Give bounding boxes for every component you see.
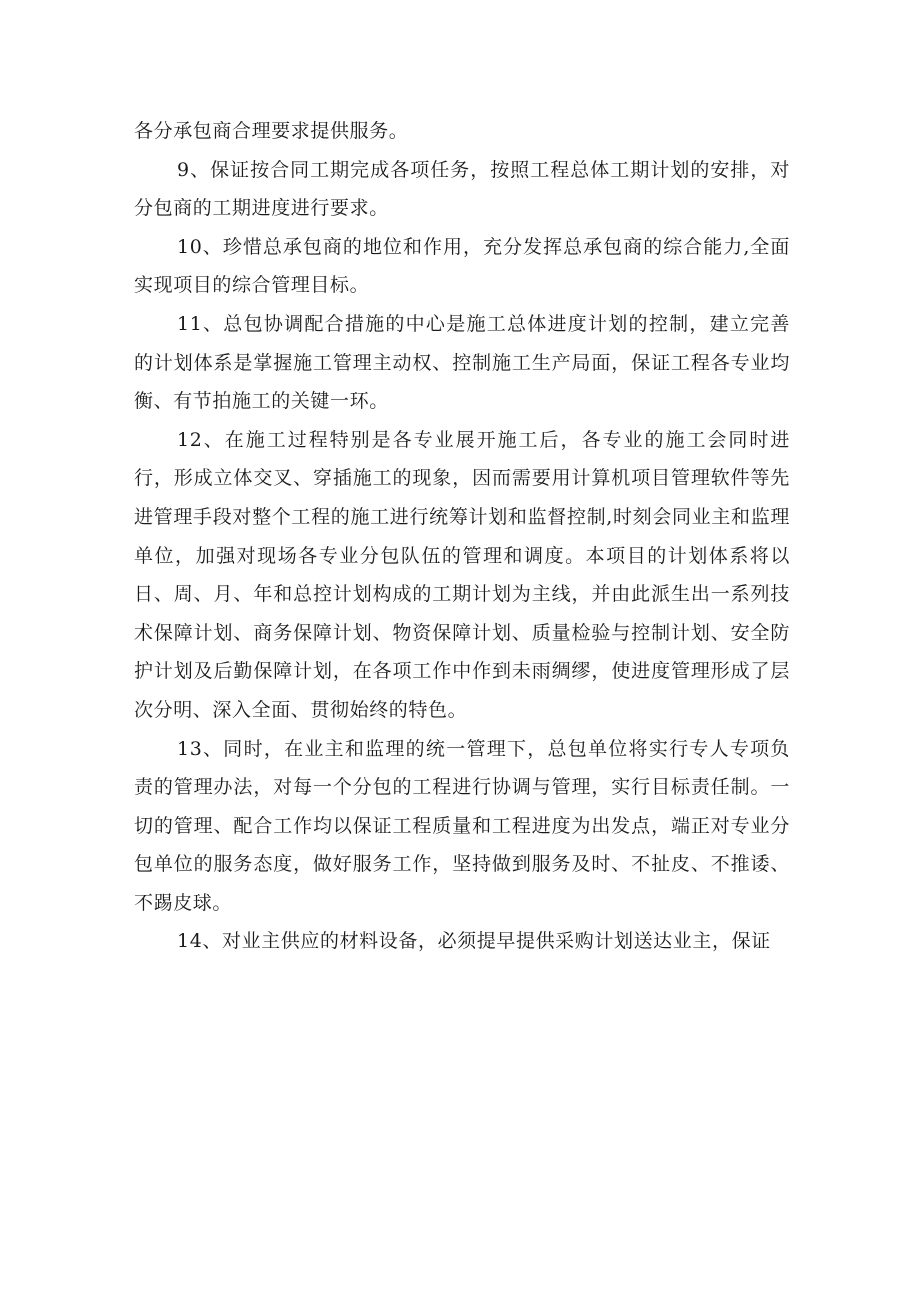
document-body [134,112,790,961]
paragraph-item-12: 12、在施工过程特别是各专业展开施工后，各专业的施工会同时进行，形成立体交叉、穿插施工的现象，因而需要用计算机项目管理软件等先进管理手段对整个工程的施工进行统筹计划和监督控制,时刻会同业主和监理单位，加强对现场各专业分包队伍的管理和调度。本项目的计划体系将以日、周、月、年和总控计划构成的工期计划为主线，并由此派生出一系列技术保障计划、商务保障计划、物资保障计划、质量检验与控制计划、安全防护计划及后勤保障计划，在各项工作中作到未雨绸缪，使进度管理形成了层次分明、深入全面、贯彻始终的特色。 [134,428,790,721]
paragraph-item-9: 9、保证按合同工期完成各项任务，按照工程总体工期计划的安排，对分包商的工期进度进行要求。 [134,158,790,220]
paragraph-continuation: 各分承包商合理要求提供服务。 [134,120,409,142]
paragraph-item-13: 13、同时，在业主和监理的统一管理下，总包单位将实行专人专项负责的管理办法，对每一个分包的工程进行协调与管理，实行目标责任制。一切的管理、配合工作均以保证工程质量和工程进度为出发点，端正对专业分包单位的服务态度，做好服务工作，坚持做到服务及时、不扯皮、不推诿、不踢皮球。 [134,737,790,914]
paragraph-item-14: 14、对业主供应的材料设备，必须提早提供采购计划送达业主，保证 [177,930,771,953]
paragraph-item-10: 10、珍惜总承包商的地位和作用，充分发挥总承包商的综合能力,全面实现项目的综合管理目标。 [134,235,790,297]
paragraph-item-11: 11、总包协调配合措施的中心是施工总体进度计划的控制，建立完善的计划体系是掌握施工管理主动权、控制施工生产局面，保证工程各专业均衡、有节拍施工的关键一环。 [134,312,790,413]
